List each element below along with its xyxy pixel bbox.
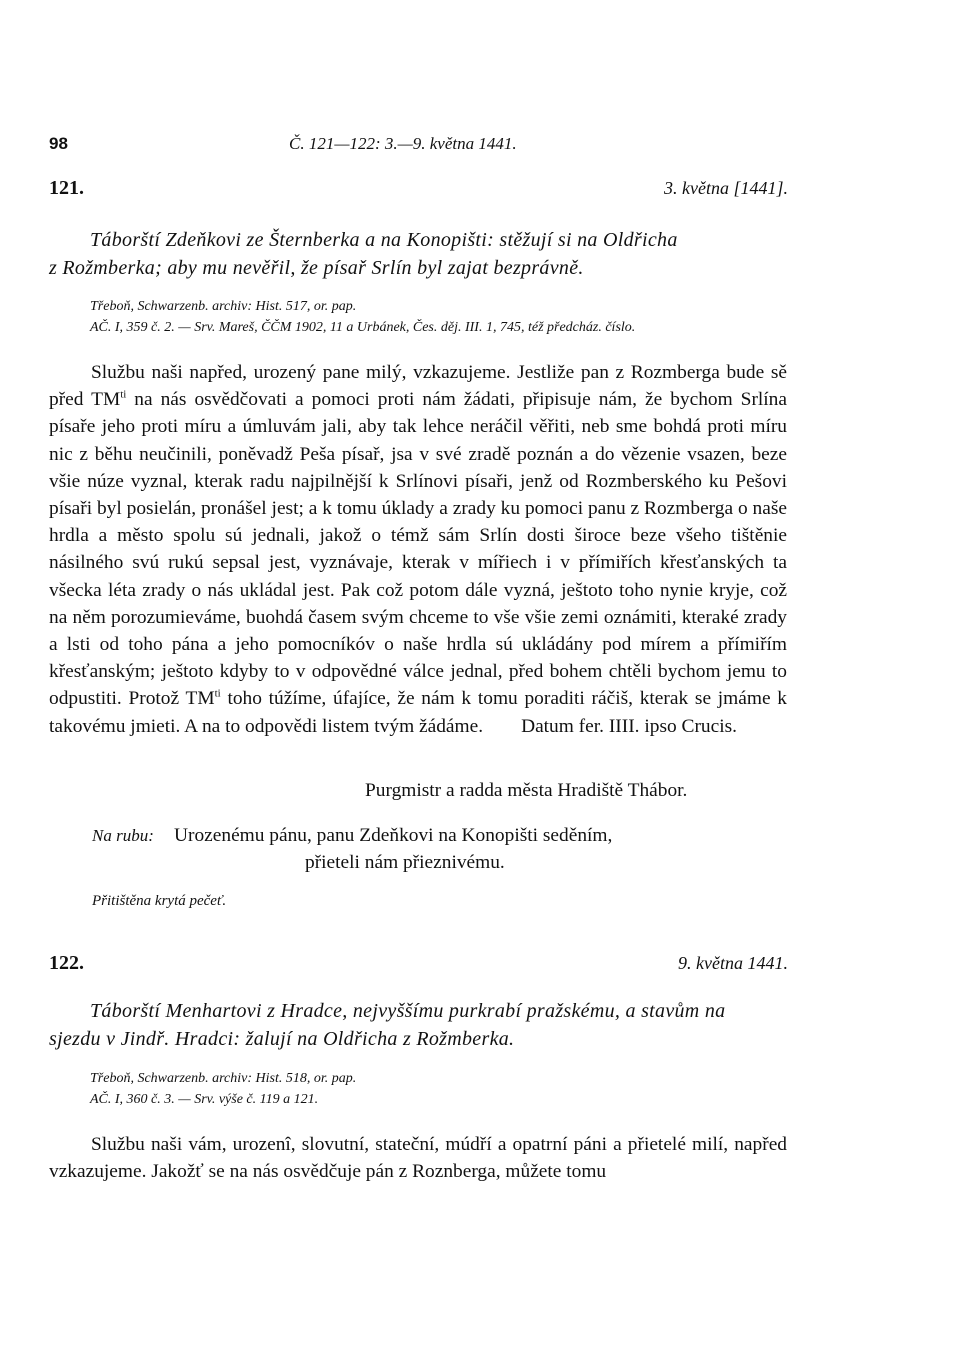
rubu-label: Na rubu: (92, 826, 154, 845)
running-title: Č. 121—122: 3.—9. května 1441. (289, 134, 517, 153)
source-line-1: Třeboň, Schwarzenb. archiv: Hist. 517, or. pap. (90, 299, 357, 314)
body-text-part-3: toho túžíme, úfajíce, že nám k tomu poraditi ráčiš, kterak se jmáme k takovému jmieti. A na to odpovědi listem tvým žádáme. (49, 688, 788, 737)
tm-superscript: ti (214, 687, 221, 700)
page-number: 98 (49, 134, 68, 153)
regest-122-line-1: Táborští Menhartovi z Hradce, nejvyššímu purkrabí pražskému, a stavům na (90, 1000, 726, 1022)
regest-line-2: z Rožmberka; aby mu nevěřil, že písař Srlín byl zajat bezprávně. (49, 257, 584, 279)
seal-note: Přitištěna krytá pečeť. (92, 893, 227, 909)
letter-body-121 (49, 359, 787, 740)
regest-122-line-2: sjezdu v Jindř. Hradci: žalují na Oldřicha z Rožmberka. (49, 1028, 515, 1050)
rubu-address-line-2: přieteli nám přieznivému. (305, 852, 505, 873)
source-122-line-1: Třeboň, Schwarzenb. archiv: Hist. 518, or. pap. (90, 1071, 357, 1086)
source-line-2: AČ. I, 359 č. 2. — Srv. Mareš, ČČM 1902, 11 a Urbánek, Čes. děj. III. 1, 745, též předcház. číslo. (90, 320, 636, 335)
tm-superscript: ti (120, 388, 127, 401)
document-date-122: 9. května 1441. (678, 953, 788, 973)
body-text-part-2: na nás osvědčovati a pomoci proti nám žádati, připisuje nám, že bychom Srlína písaře jeho proti míru a úmluvám jali, aby tak lehce neráčil věřiti, neb sme bohdá proti míru nic z běhu neučinili, poněvadž Peša písař, jsa v své zradě poznán a do vězenie vsazen, beze všie núze vyznal, kterak radu najpilnější k Srlínovi písaři, jenž od Rozmberského ku Pešovi písaři byl posielán, pronášel jest; a k tomu úklady a zrady ku pomoci panu z Rozmberga o naše hrdla a město spolu sú jednali, jakož o témž sám Srlín dosti široce beze všeho tištěnie násilného svú rukú sepsal jest, vyznávaje, kterak v mířiech i v přímiřích křesťanských ta všecka léta zrady o nás ukládal jest. Pak což potom dále vyzná, ještoto toho nynie kryje, což na něm porozumieváme, buohdá časem svým chceme to vše všie zemi oznámiti, kteraké zrady a lsti od toho pána a jeho pomocníkóv o naše hrdla sú ukládány pod mírem a přímiřím křesťanským; ještoto kdyby to v odpovědné válce jednal, před bohem chtěli bychom jemu to odpustiti. Protož TM (49, 389, 787, 710)
rubu-address-line-1: Urozenému pánu, panu Zdeňkovi na Konopišti seděním, (174, 825, 613, 846)
source-122-line-2: AČ. I, 360 č. 3. — Srv. výše č. 119 a 121. (90, 1092, 319, 1107)
document-number-121: 121. (49, 177, 84, 199)
document-number-122: 122. (49, 952, 84, 974)
datum-line: Datum fer. IIII. ipso Crucis. (521, 715, 738, 737)
body-text-122: Službu naši vám, urozenî, slovutní, stateční, múdří a opatrní páni a přietelé milí, napřed vzkazujeme. Jakožť se na nás osvědčuje pán z Roznberga, můžete tomu (49, 1134, 787, 1183)
body-text-part-1: Službu naši napřed, urozený pane milý, vzkazujeme. Jestliže pan z Rozmberga bude sě před TM (49, 362, 787, 411)
regest-line-1: Táborští Zdeňkovi ze Šternberka a na Konopišti: stěžují si na Oldřicha (90, 229, 678, 251)
document-date-121: 3. května [1441]. (664, 178, 788, 198)
signature: Purgmistr a radda města Hradiště Thábor. (365, 780, 688, 801)
letter-body-122 (49, 1131, 787, 1185)
